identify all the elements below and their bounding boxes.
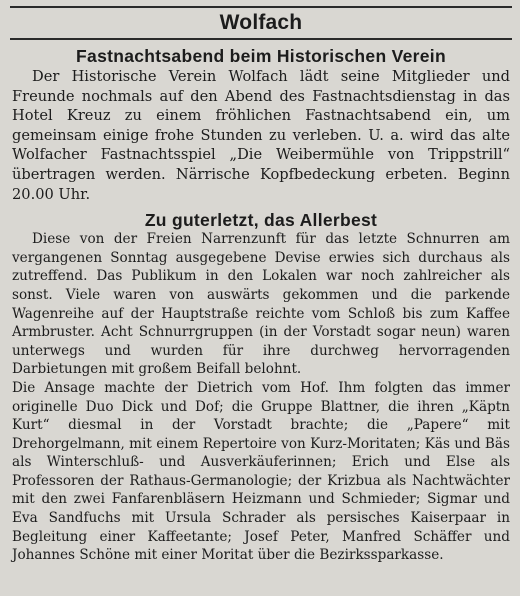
article2-paragraph-2: Die Ansage machte der Dietrich vom Hof. Ihm folgten das immer originelle Duo Dick und Dof; die Gruppe Blattner, die ihren „Käptn Kurt“ diesmal in der Vorstadt brachte; die „Papere“ mit Drehorgelmann, mit einem Repertoire von Kurz-Moritaten; Käs und Bäs als Winterschluß- und Ausverkäuferinnen; Erich und Else als Professoren der Rathaus-Germanologie; der Krizbua als Nachtwächter mit den zwei Fanfarenbläsern Heizmann und Schmieder; Sigmar und Eva Sandfuchs mit Ursula Schrader als persisches Kaiserpaar in Begleitung einer Kaffeetante; Josef Peter, Manfred Schäffer und Johannes Schöne mit einer Moritat über die Bezirkssparkasse. [12, 379, 510, 564]
section-rule-bottom [10, 38, 512, 40]
article1-body: Der Historische Verein Wolfach lädt seine Mitglieder und Freunde nochmals auf den Abend des Fastnachtsdienstag in das Hotel Kreuz zu einem fröhlichen Fastnachtsabend ein, um gemeinsam einige frohe Stunden zu verleben. U. a. wird das alte Wolfacher Fastnachtsspiel „Die Weibermühle von Trippstrill“ übertragen werden. Närrische Kopfbedeckung erbeten. Beginn 20.00 Uhr. [12, 68, 510, 203]
article2-paragraph-1: Diese von der Freien Narrenzunft für das letzte Schnurren am vergangenen Sonntag ausgegebene Devise erwies sich durchaus als zutreffend. Das Publikum in den Lokalen war noch zahlreicher als sonst. Viele waren von auswärts gekommen und die parkende Wagenreihe auf der Hauptstraße reichte vom Schloß bis zum Kaffee Armbruster. Acht Schnurrgruppen (in der Vorstadt sogar neun) waren unterwegs und wurden für ihre durchweg hervorragenden Darbietungen mit großem Beifall belohnt. [12, 231, 510, 378]
article1-headline: Fastnachtsabend beim Historischen Verein [76, 46, 446, 66]
article2-headline: Zu guterletzt, das Allerbest [144, 210, 378, 231]
section-title: Wolfach [219, 11, 303, 34]
section-header [12, 8, 510, 38]
article-fastnachtsabend [12, 46, 510, 204]
article-allerbest [12, 210, 510, 565]
